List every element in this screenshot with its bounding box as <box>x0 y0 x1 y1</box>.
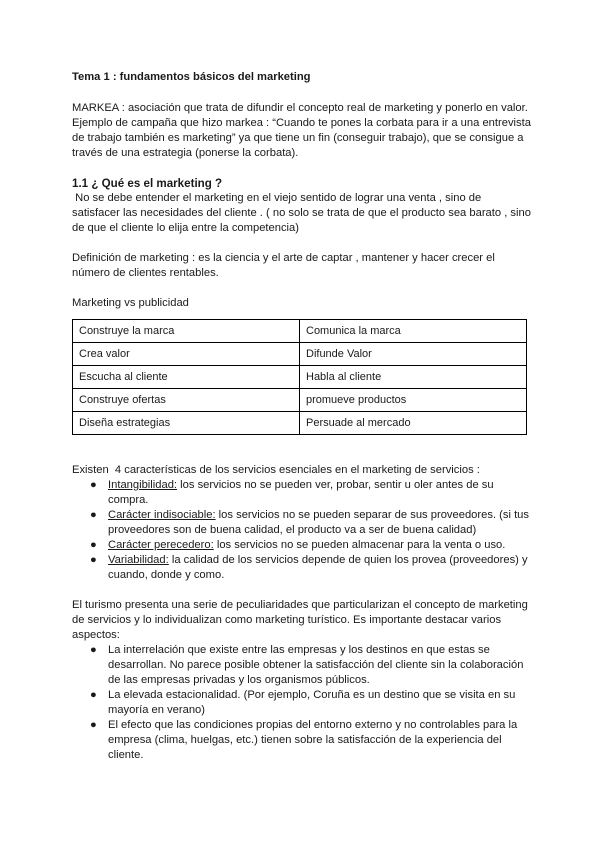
section-line: de que el cliente lo elija entre la competencia) <box>72 222 299 234</box>
table-row <box>73 412 527 435</box>
list-item <box>72 508 532 538</box>
item-text: la calidad de los servicios depende de quien los provea (proveedores) y <box>168 554 528 566</box>
item-text: los servicios no se pueden ver, probar, sentir u oler antes de su <box>177 479 494 491</box>
table-cell-publicidad: Persuade al mercado <box>300 412 527 435</box>
term-label: Intangibilidad: <box>108 479 178 491</box>
list-item <box>72 718 532 763</box>
bullet-icon: ● <box>90 644 97 656</box>
tourism-line: aspectos: <box>72 629 120 641</box>
tourism-list <box>72 643 532 763</box>
section-line: satisfacer las necesidades del cliente . ( no solo se trata de que el producto sea barato , sino <box>72 207 531 219</box>
item-text: cliente. <box>108 749 144 761</box>
table-row <box>73 366 527 389</box>
section-line: No se debe entender el marketing en el viejo sentido de lograr una venta , sino de <box>72 192 482 204</box>
services-intro: Existen 4 características de los servicios esenciales en el marketing de servicios : <box>72 464 480 476</box>
intro-paragraph <box>72 101 532 161</box>
item-text: desarrollan. No parece posible obtener la satisfacción del cliente sin la colaboración <box>108 659 524 671</box>
table-cell-marketing: Construye la marca <box>73 320 300 343</box>
tourism-paragraph <box>72 598 532 643</box>
list-item <box>72 643 532 688</box>
comparison-table <box>72 319 527 435</box>
definition-paragraph <box>72 251 532 281</box>
document-page <box>72 70 532 763</box>
intro-line: de trabajo también es marketing” ya que tiene un fin (conseguir trabajo), que se consigue a <box>72 132 524 144</box>
item-text: de las empresas privadas y los organismos públicos. <box>108 674 370 686</box>
item-text: La interrelación que existe entre las empresas y los destinos en que estas se <box>108 644 490 656</box>
definition-line: número de clientes rentables. <box>72 267 219 279</box>
item-text: La elevada estacionalidad. (Por ejemplo, Coruña es un destino que se visita en su <box>108 689 516 701</box>
table-cell-marketing: Crea valor <box>73 343 300 366</box>
table-cell-publicidad: Comunica la marca <box>300 320 527 343</box>
bullet-icon: ● <box>90 689 97 701</box>
intro-line: Ejemplo de campaña que hizo markea : “Cuando te pones la corbata para ir a una entrevista <box>72 117 531 129</box>
item-text: empresa (clima, huelgas, etc.) tienen sobre la satisfacción de la experiencia del <box>108 734 502 746</box>
table-row <box>73 320 527 343</box>
list-item <box>72 478 532 508</box>
bullet-icon: ● <box>90 554 97 566</box>
table-cell-publicidad: promueve productos <box>300 389 527 412</box>
intro-line: MARKEA : asociación que trata de difundir el concepto real de marketing y ponerlo en valor. <box>72 102 528 114</box>
bullet-icon: ● <box>90 479 97 491</box>
term-label: Variabilidad: <box>108 554 169 566</box>
tourism-line: de servicios y lo individualizan como marketing turístico. Es importante destacar varios <box>72 614 502 626</box>
table-cell-publicidad: Habla al cliente <box>300 366 527 389</box>
term-label: Carácter perecedero: <box>108 539 214 551</box>
table-row <box>73 389 527 412</box>
page-title: Tema 1 : fundamentos básicos del marketing <box>72 71 311 83</box>
list-item <box>72 553 532 583</box>
services-list <box>72 478 532 583</box>
table-cell-marketing: Escucha al cliente <box>73 366 300 389</box>
item-text: compra. <box>108 494 149 506</box>
section-heading: 1.1 ¿ Qué es el marketing ? <box>72 177 223 190</box>
list-item <box>72 538 532 553</box>
section-paragraph <box>72 191 532 236</box>
table-cell-marketing: Construye ofertas <box>73 389 300 412</box>
bullet-icon: ● <box>90 539 97 551</box>
item-text: proveedores son de buena calidad, el producto va a ser de buena calidad) <box>108 524 477 536</box>
bullet-icon: ● <box>90 719 97 731</box>
table-row <box>73 343 527 366</box>
table-cell-publicidad: Difunde Valor <box>300 343 527 366</box>
table-cell-marketing: Diseña estrategias <box>73 412 300 435</box>
intro-line: través de una estrategia (ponerse la corbata). <box>72 147 299 159</box>
table-caption: Marketing vs publicidad <box>72 297 189 309</box>
term-label: Carácter indisociable: <box>108 509 216 521</box>
definition-line: Definición de marketing : es la ciencia y el arte de captar , mantener y hacer crecer el <box>72 252 495 264</box>
item-text: cuando, donde y como. <box>108 569 225 581</box>
item-text: El efecto que las condiciones propias del entorno externo y no controlables para la <box>108 719 518 731</box>
bullet-icon: ● <box>90 509 97 521</box>
tourism-line: El turismo presenta una serie de peculiaridades que particularizan el concepto de marketing <box>72 599 528 611</box>
list-item <box>72 688 532 718</box>
item-text: los servicios no se pueden almacenar para la venta o uso. <box>213 539 506 551</box>
item-text: los servicios no se pueden separar de sus proveedores. (si tus <box>215 509 529 521</box>
item-text: mayoría en verano) <box>108 704 206 716</box>
